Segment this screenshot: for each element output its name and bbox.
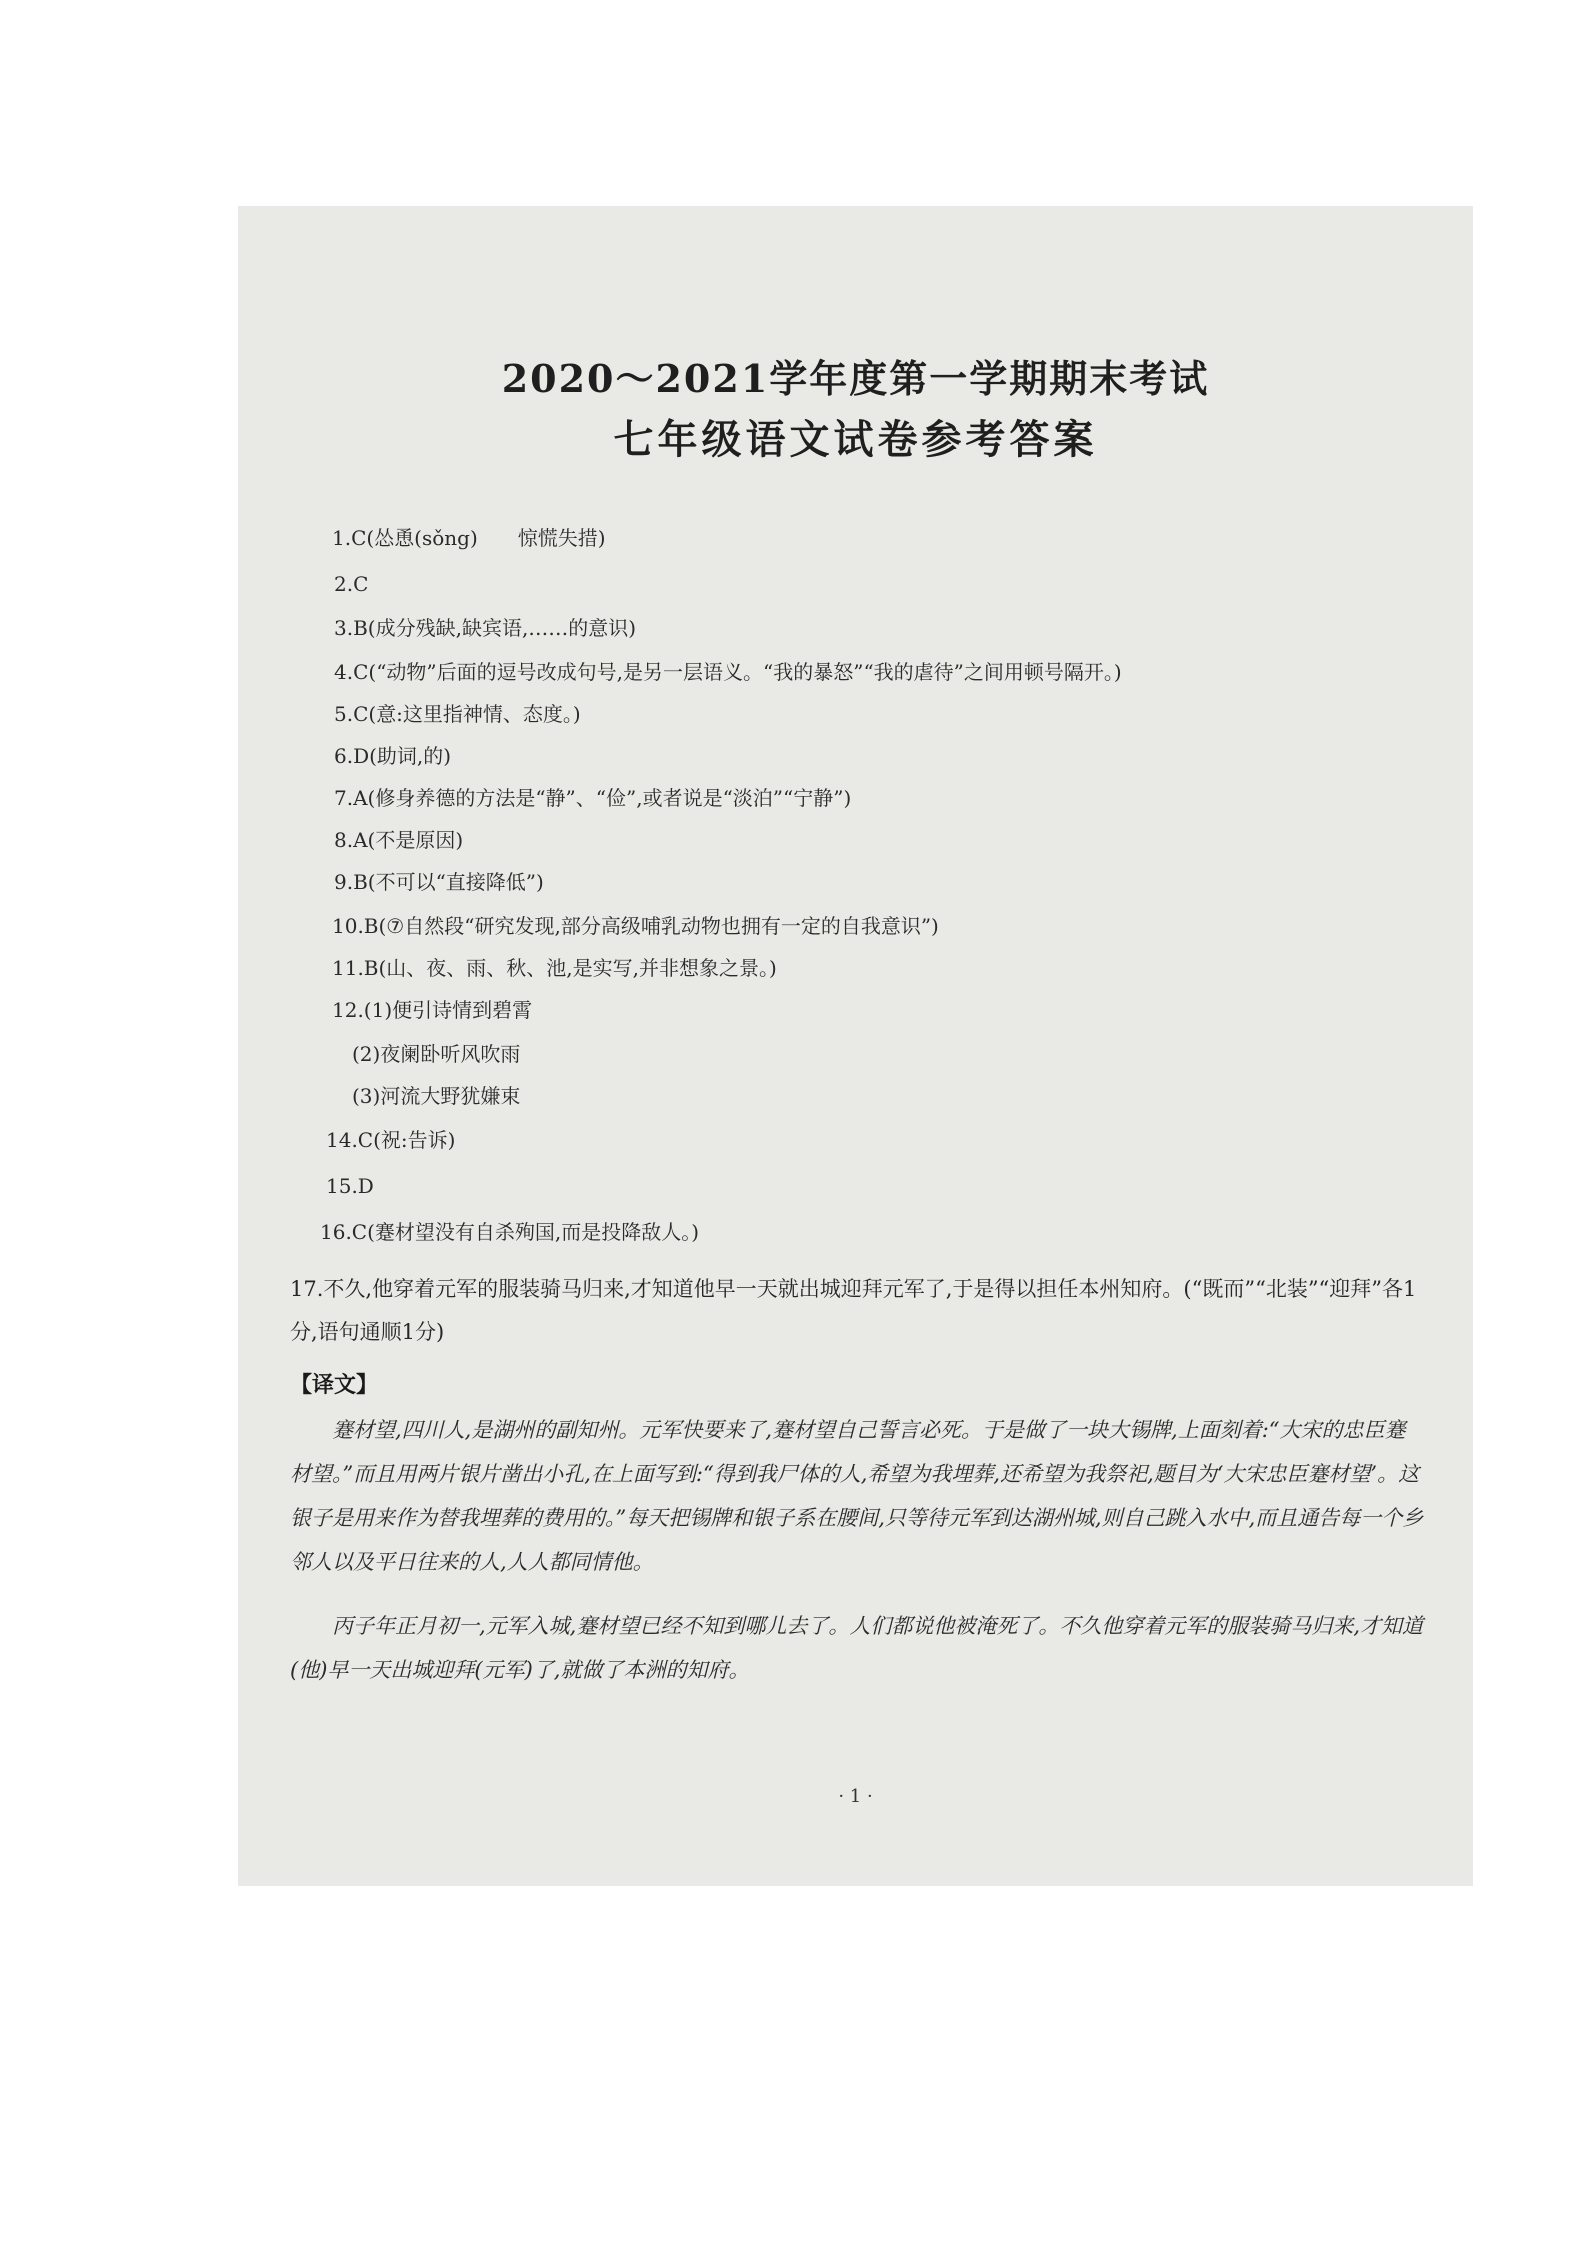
answer-item: 2.C bbox=[334, 572, 369, 596]
answer-item: (2)夜阑卧听风吹雨 bbox=[352, 1042, 521, 1066]
scanned-page bbox=[238, 206, 1473, 1886]
page-title: 2020～2021学年度第一学期期末考试 bbox=[501, 356, 1210, 401]
answer-item: 15.D bbox=[326, 1174, 374, 1198]
answer-item: 5.C(意:这里指神情、态度。) bbox=[334, 702, 581, 726]
answer-item: 6.D(助词,的) bbox=[334, 744, 452, 768]
page-number: · 1 · bbox=[838, 1786, 873, 1807]
page-subtitle: 七年级语文试卷参考答案 bbox=[613, 416, 1098, 463]
answer-item: 10.B(⑦自然段“研究发现,部分高级哺乳动物也拥有一定的自我意识”) bbox=[332, 914, 939, 938]
answer-item: 16.C(蹇材望没有自杀殉国,而是投降敌人。) bbox=[320, 1220, 700, 1244]
answer-item: 8.A(不是原因) bbox=[334, 828, 464, 852]
answer-item: 7.A(修身养德的方法是“静”、“俭”,或者说是“淡泊”“宁静”) bbox=[334, 786, 852, 810]
translation-heading: 【译文】 bbox=[290, 1372, 379, 1398]
answer-17: 17.不久,他穿着元军的服装骑马归来,才知道他早一天就出城迎拜元军了,于是得以担任本州知府。(“既而”“北装”“迎拜”各1分,语句通顺1分) bbox=[290, 1277, 1417, 1344]
answer-item: 14.C(祝:告诉) bbox=[326, 1128, 456, 1152]
answer-item: 9.B(不可以“直接降低”) bbox=[334, 870, 544, 894]
answer-item: 11.B(山、夜、雨、秋、池,是实写,并非想象之景。) bbox=[332, 956, 777, 980]
answer-item: 12.(1)便引诗情到碧霄 bbox=[332, 998, 533, 1022]
translation-paragraph-1: 蹇材望,四川人,是湖州的副知州。元军快要来了,蹇材望自己誓言必死。于是做了一块大锡牌,上面刻着:“大宋的忠臣蹇材望。”而且用两片银片凿出小孔,在上面写到:“得到我尸体的人,希望为我埋葬,还希望为我祭祀,题目为‘大宋忠臣蹇材望’。这银子是用来作为替我埋葬的费用的。”每天把锡牌和银子系在腰间,只等待元军到达湖州城,则自己跳入水中,而且通告每一个乡邻人以及平日往来的人,人人都同情他。 bbox=[290, 1418, 1424, 1574]
answer-item: 1.C(怂恿(sǒng) 惊慌失措) bbox=[332, 526, 606, 550]
answer-item: (3)河流大野犹嫌束 bbox=[352, 1084, 521, 1108]
translation-paragraph-2: 丙子年正月初一,元军入城,蹇材望已经不知到哪儿去了。人们都说他被淹死了。不久他穿着元军的服装骑马归来,才知道(他)早一天出城迎拜(元军)了,就做了本洲的知府。 bbox=[290, 1614, 1424, 1682]
answer-item: 4.C(“动物”后面的逗号改成句号,是另一层语义。“我的暴怒”“我的虐待”之间用顿号隔开。) bbox=[334, 660, 1122, 684]
answer-item: 3.B(成分残缺,缺宾语,……的意识) bbox=[334, 616, 637, 640]
